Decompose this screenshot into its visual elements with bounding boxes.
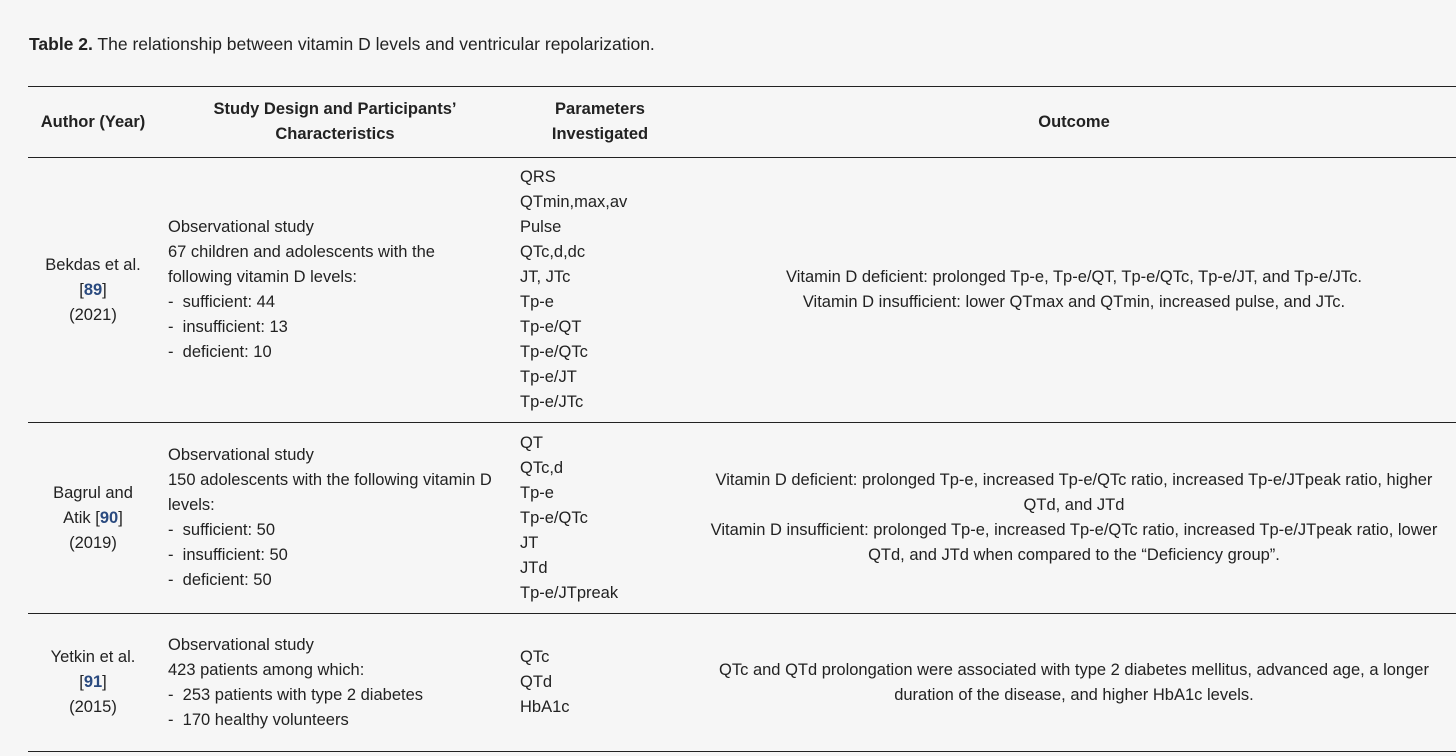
parameter-item: QTc,d,dc [520,243,586,261]
author-cell: Yetkin et al. [91] (2015) [50,648,136,716]
parameter-item: QTmin,max,av [520,193,628,211]
parameter-item: HbA1c [520,698,570,716]
reference-link[interactable]: 90 [99,508,119,527]
list-item: - insufficient: 50 [168,543,492,568]
outcome-cell: QTc and QTd prolongation were associated with type 2 diabetes mellitus, advanced age, a longer duration of the disease, and higher HbA1c levels. [719,660,1429,704]
parameter-item: Tp-e/QTc [520,508,588,527]
parameter-item: QTd [520,673,553,691]
table-row [28,158,1456,423]
parameter-item: Tp-e/QT [520,318,582,336]
header-design: Study Design and Participants’ Characteristics [213,100,457,143]
parameter-item: QTc,d [520,458,564,477]
table-label: Table 2. [29,34,93,54]
list-item: - insufficient: 13 [168,315,435,340]
header-author: Author (Year) [40,112,146,131]
parameter-item: JT, JTc [520,268,571,286]
author-cell: Bagrul and Atik [90] (2019) [53,483,133,552]
author-cell: Bekdas et al. [89] (2021) [45,255,141,324]
design-cell: Observational study 67 children and adolescents with the following vitamin D levels: - sufficient: 44 - insufficient: 13 - deficient: 10 [168,158,508,422]
list-item: - 170 healthy volunteers [168,708,423,733]
parameter-item: Tp-e [520,293,554,311]
table-header [28,87,1456,158]
parameter-item: JT [520,533,539,552]
table-caption [29,33,655,55]
parameter-item: Tp-e/QTc [520,343,588,361]
parameter-item: Pulse [520,218,562,236]
parameters-cell [520,158,700,422]
header-parameters: Parameters Investigated [551,100,649,143]
data-table [28,86,1456,752]
parameter-item: Tp-e/JT [520,368,577,386]
reference-link[interactable]: 91 [83,673,103,691]
parameter-item: QTc [520,648,550,666]
design-cell: Observational study 423 patients among which: - 253 patients with type 2 diabetes - 170 healthy volunteers [168,614,508,751]
parameter-item: JTd [520,558,548,577]
list-item: - deficient: 50 [168,568,492,593]
table-title: The relationship between vitamin D levels and ventricular repolarization. [92,34,655,54]
list-item: - 253 patients with type 2 diabetes [168,683,423,708]
list-item: - deficient: 10 [168,340,435,365]
parameters-cell [520,614,700,751]
parameter-item: Tp-e/JTc [520,393,584,411]
table-row [28,423,1456,614]
list-item: - sufficient: 50 [168,518,492,543]
reference-link[interactable]: 89 [83,280,103,299]
parameter-item: Tp-e/JTpreak [520,583,619,602]
list-item: - sufficient: 44 [168,290,435,315]
header-outcome: Outcome [1038,112,1110,131]
parameters-cell [520,423,700,613]
parameter-item: Tp-e [520,483,554,502]
outcome-cell: Vitamin D deficient: prolonged Tp-e, Tp-e/QT, Tp-e/QTc, Tp-e/JT, and Tp-e/JTc. Vitamin D insufficient: lower QTmax and QTmin, increased pulse, and JTc. [786,268,1362,311]
table-row [28,614,1456,752]
design-cell: Observational study 150 adolescents with the following vitamin D levels: - sufficient: 50 - insufficient: 50 - deficient: 50 [168,423,508,613]
outcome-cell: Vitamin D deficient: prolonged Tp-e, increased Tp-e/QTc ratio, increased Tp-e/JTpeak ratio, higher QTd, and JTd Vitamin D insufficient: prolonged Tp-e, increased Tp-e/QTc ratio, increased Tp-e/JTpeak ratio, lower QTd, and JTd when compared to the “Deficiency group”. [710,471,1438,564]
parameter-item: QT [520,433,543,452]
parameter-item: QRS [520,168,556,186]
